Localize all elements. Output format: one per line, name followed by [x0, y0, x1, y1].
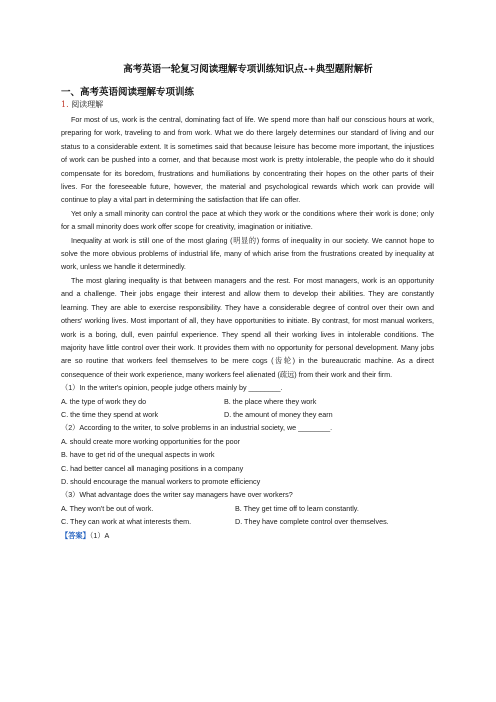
option-c: C. had better cancel all managing positions in a company	[61, 463, 244, 473]
subsection-number: 1.	[61, 100, 69, 109]
option-b: B. the place where they work	[224, 396, 317, 406]
option-row	[61, 395, 434, 408]
document-title: 高考英语一轮复习阅读理解专项训练知识点-+典型题附解析	[123, 64, 373, 75]
option-row	[61, 408, 434, 421]
option-c: C. They can work at what interests them.	[61, 517, 192, 527]
option-b: B. have to get rid of the unequal aspects in work	[61, 450, 215, 460]
option-d: D. They have complete control over themselves.	[235, 517, 389, 527]
passage-paragraph: Inequality at work is still one of the most glaring (明显的) forms of inequality in our society. We cannot hope to solve the more obvious problems of industrial life, many of which arise from the frustrations created by inequality at work, unless we handle it determinedly.	[61, 235, 434, 272]
option-b: B. They get time off to learn constantly.	[235, 503, 359, 513]
section-heading: 一、高考英语阅读理解专项训练	[61, 87, 195, 98]
subsection-heading	[61, 99, 103, 110]
question-stem: （3）What advantage does the writer say managers have over workers?	[61, 490, 293, 500]
option-a: A. They won't be out of work.	[61, 503, 154, 513]
option-row	[61, 515, 434, 528]
option-a: A. should create more working opportunities for the poor	[61, 436, 240, 446]
option-a: A. the type of work they do	[61, 396, 147, 406]
reading-passage-body	[61, 113, 434, 542]
question-stem: （2）According to the writer, to solve problems in an industrial society, we ________.	[61, 423, 333, 433]
subsection-label: 阅读理解	[71, 100, 104, 109]
option-c: C. the time they spend at work	[61, 409, 159, 419]
passage-paragraph: The most glaring inequality is that between managers and the rest. For most managers, work is an opportunity and a challenge. Their jobs engage their interest and allow them to develop their abilities. They are constantly learning. They are able to exercise responsibility. They have a considerable degree of control over their own and others' working lives. Most important of all, they have opportunities to initiate. By contrast, for most manual workers, work is a boring, dull, even painful experience. They spend all their working lives in intolerable conditions. The majority have little control over their work. It provides them with no opportunity for personal development. Many jobs are so routine that workers feel themselves to be mere cogs (齿轮) in the bureaucratic machine. As a direct consequence of their work experience, many workers feel alienated (疏远) from their work and their firm.	[61, 275, 434, 379]
answer-line	[61, 529, 434, 542]
answer-text: （1）A	[89, 530, 110, 540]
answer-tag: 【答案】	[61, 530, 90, 540]
passage-paragraph: For most of us, work is the central, dominating fact of life. We spend more than half our conscious hours at work, preparing for work, traveling to and from work. What we do there largely determines our standard of living and our status to a considerable extent. It is sometimes said that because leisure has become more important, the injustices of work can be pushed into a corner, and that because most work is pretty intolerable, the people who do it should compensate for its boredom, frustrations and humiliations by concentrating their hopes on the other parts of their lives. For the foreseeable future, however, the material and psychological rewards which work can provide will continue to play a vital part in determining the satisfaction that life can offer.	[61, 115, 434, 205]
passage-paragraph: Yet only a small minority can control the pace at which they work or the conditions where their work is done; only for a small minority does work offer scope for creativity, imagination or initiative.	[61, 208, 434, 232]
option-row	[61, 502, 434, 515]
option-d: D. should encourage the manual workers to promote efficiency	[61, 476, 261, 486]
question-stem: （1）In the writer's opinion, people judge others mainly by ________.	[61, 383, 283, 393]
option-d: D. the amount of money they earn	[224, 409, 333, 419]
